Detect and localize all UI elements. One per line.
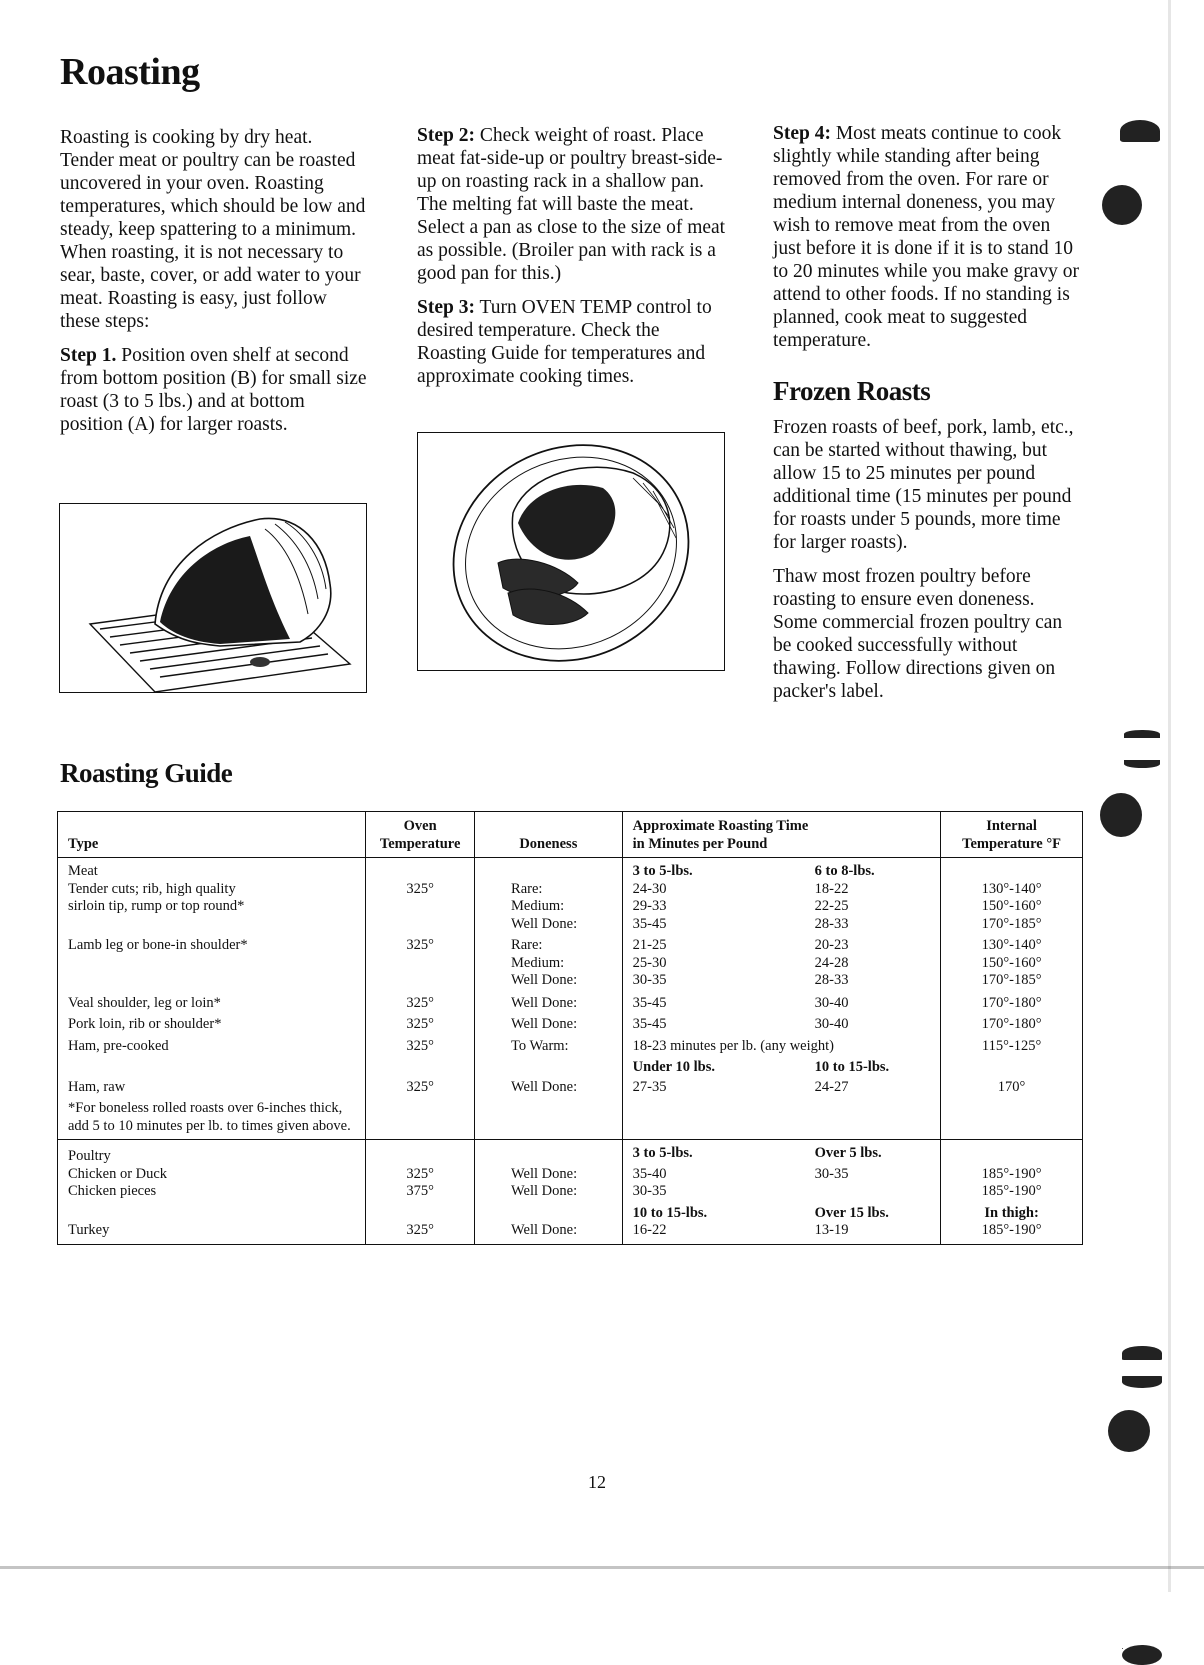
- frozen-roasts-section: [773, 416, 1083, 714]
- punch-hole-mark: [1102, 185, 1142, 225]
- temp-cell: 325°: [366, 1034, 475, 1077]
- step-3-text: Turn OVEN TEMP control to desired temperature. Check the Roasting Guide for temperatures and approximate cooking times.: [417, 297, 712, 387]
- frozen-paragraph-1: Frozen roasts of beef, pork, lamb, etc., can be started without thawing, but allow 15 to 25 minutes per pound additional time (15 minutes per pound for roasts under 5 pounds, more time for larger roasts).: [773, 417, 1074, 553]
- column-3: [773, 122, 1083, 363]
- punch-hole-mark: [1122, 1648, 1123, 1649]
- punch-hole-mark: [1124, 730, 1160, 738]
- time-cell: [622, 881, 941, 934]
- internal-value: 170°-185°: [981, 915, 1042, 932]
- step-4-label: Step 4:: [773, 123, 831, 144]
- weight-header: Over 5 lbs.: [814, 1145, 882, 1161]
- doneness-value: Well Done:: [511, 972, 578, 988]
- doneness-value: Well Done:: [511, 1183, 578, 1199]
- row-label-line: Tender cuts; rib, high quality: [68, 880, 236, 897]
- table-row: [58, 1222, 1083, 1244]
- internal-cell: 170°: [941, 1077, 1083, 1140]
- doneness-cell: [475, 933, 623, 990]
- col-header-oven: [366, 812, 475, 858]
- sliced-roast-illustration: [417, 432, 725, 671]
- time-value: 35-45: [632, 915, 667, 932]
- punch-hole-mark: [1122, 1645, 1162, 1665]
- column-2: [417, 124, 727, 399]
- table-row: [58, 1012, 1083, 1034]
- roasting-guide-table: [57, 811, 1083, 1245]
- doneness-value: Medium:: [511, 954, 565, 971]
- table-row: [58, 1140, 1083, 1166]
- punch-hole-mark: [1100, 793, 1142, 837]
- doneness-value: Well Done:: [511, 1165, 578, 1182]
- time-cell: [622, 1034, 941, 1077]
- internal-value: 170°-185°: [981, 972, 1042, 988]
- time-value: 30-40: [814, 994, 849, 1011]
- step-1: [60, 344, 370, 436]
- weight-header: Over 15 lbs.: [814, 1204, 889, 1221]
- weight-header: 3 to 5-lbs.: [632, 1145, 693, 1161]
- weight-header: Under 10 lbs.: [632, 1059, 715, 1075]
- internal-header-line-2: Temperature °F: [962, 835, 1061, 852]
- page-number: 12: [588, 1472, 606, 1492]
- row-label: Pork loin, rib or shoulder*: [58, 1012, 366, 1034]
- temp-cell: 325°: [366, 1012, 475, 1034]
- meat-weight-headers: [622, 858, 941, 881]
- punch-hole-mark: [1108, 1410, 1150, 1452]
- row-label: Ham, pre-cooked: [58, 1034, 366, 1077]
- doneness-cell: Well Done:: [475, 1222, 623, 1244]
- temp-value: 325°: [406, 1165, 434, 1182]
- internal-value: 185°-190°: [981, 1165, 1042, 1182]
- internal-value: 150°-160°: [981, 898, 1042, 914]
- time-value: 27-35: [632, 1078, 667, 1095]
- time-header-line-2: in Minutes per Pound: [632, 835, 768, 852]
- table-row: [58, 1077, 1083, 1140]
- doneness-cell: [475, 1166, 623, 1223]
- doneness-cell: Well Done:: [475, 1012, 623, 1034]
- doneness-value: Medium:: [511, 898, 565, 914]
- time-cell: [622, 1077, 941, 1140]
- intro-paragraph: Roasting is cooking by dry heat. Tender meat or poultry can be roasted uncovered in your oven. Roasting temperatures, which should be low and steady, keep spattering to a minimum. When roasting, it is not necessary to sear, baste, cover, or add water to your meat. Roasting is easy, just follow these steps:: [60, 127, 366, 332]
- time-cell: [622, 1222, 941, 1244]
- row-label: Lamb leg or bone-in shoulder*: [58, 933, 366, 990]
- time-value: 24-30: [632, 880, 667, 897]
- time-cell: [622, 933, 941, 990]
- internal-cell: [941, 1166, 1083, 1223]
- table-row: [58, 881, 1083, 934]
- col-header-doneness: Doneness: [475, 812, 623, 858]
- oven-header-line-2: Temperature: [379, 835, 461, 852]
- time-value: 28-33: [814, 972, 849, 988]
- punch-hole-mark: [1122, 1346, 1162, 1360]
- row-label-line: Chicken or Duck: [68, 1165, 168, 1182]
- punch-hole-mark: [1120, 120, 1160, 142]
- punch-hole-mark: [1122, 1376, 1162, 1388]
- step-1-text: Position oven shelf at second from bottom position (B) for small size roast (3 to 5 lbs.) and at bottom position (A) for larger roasts.: [60, 345, 367, 435]
- table-row: [58, 858, 1083, 881]
- internal-cell: 170°-180°: [941, 990, 1083, 1013]
- doneness-value: Well Done:: [511, 915, 578, 932]
- temp-value: 375°: [406, 1183, 434, 1199]
- poultry-weight-headers: [622, 1140, 941, 1166]
- step-3: [417, 296, 727, 388]
- step-4: [773, 122, 1083, 352]
- punch-hole-mark: [1124, 760, 1160, 768]
- time-value: 25-30: [632, 954, 667, 971]
- poultry-section-label: Poultry: [58, 1140, 366, 1166]
- table-row: [58, 1166, 1083, 1223]
- roast-on-rack-drawing: [60, 504, 366, 692]
- temp-cell: 325°: [366, 990, 475, 1013]
- doneness-cell: Well Done:: [475, 990, 623, 1013]
- meat-section-label: Meat: [58, 858, 366, 881]
- scan-edge-line: [0, 1566, 1204, 1569]
- time-value: 22-25: [814, 898, 849, 914]
- time-value: 30-35: [814, 1165, 849, 1182]
- time-value: 29-33: [632, 898, 667, 914]
- column-1: [60, 126, 370, 447]
- internal-value: 130°-140°: [981, 937, 1042, 953]
- step-4-text: Most meats continue to cook slightly while standing after being removed from the oven. For rare or medium internal doneness, you may wish to remove meat from the oven just before it is done if it is to stand 10 to 20 minutes while you make gravy or attend to other foods. If no standing is planned, cook meat to suggested temperature.: [773, 123, 1079, 351]
- weight-header: 10 to 15-lbs.: [814, 1059, 890, 1075]
- doneness-cell: Well Done:: [475, 1077, 623, 1140]
- internal-cell: 115°-125°: [941, 1034, 1083, 1077]
- temp-cell: 325°: [366, 881, 475, 934]
- time-value: 21-25: [632, 937, 667, 953]
- internal-header-line-1: Internal: [986, 818, 1037, 834]
- internal-value: 185°-190°: [981, 1183, 1042, 1199]
- time-cell: [622, 1166, 941, 1223]
- weight-header: 3 to 5-lbs.: [632, 863, 693, 879]
- row-label: [58, 1166, 366, 1223]
- time-value: 24-27: [814, 1078, 849, 1095]
- step-2-text: Check weight of roast. Place meat fat-side-up or poultry breast-side-up on roasting rack in a shallow pan. The melting fat will baste the meat. Select a pan as close to the size of meat as possible. (Broiler pan with rack is a good pan for this.): [417, 125, 726, 284]
- time-value: 18-22: [814, 880, 849, 897]
- internal-cell: 185°-190°: [941, 1222, 1083, 1244]
- time-value: 30-35: [632, 972, 667, 988]
- frozen-roasts-heading: Frozen Roasts: [773, 376, 931, 406]
- time-value: 35-45: [632, 1016, 667, 1032]
- col-header-internal: [941, 812, 1083, 858]
- internal-label: In thigh:: [984, 1204, 1039, 1221]
- time-cell: [622, 990, 941, 1013]
- doneness-value: Rare:: [511, 880, 543, 897]
- col-header-type: Type: [58, 812, 366, 858]
- step-2: [417, 124, 727, 285]
- row-label-line: Chicken pieces: [68, 1183, 157, 1199]
- internal-value: 150°-160°: [981, 954, 1042, 971]
- table-row: [58, 990, 1083, 1013]
- time-value: 13-19: [814, 1222, 849, 1238]
- time-value: 20-23: [814, 937, 849, 953]
- temp-cell: 325°: [366, 933, 475, 990]
- time-value: 35-40: [632, 1165, 667, 1182]
- row-label: Turkey: [58, 1222, 366, 1244]
- time-value: 30-35: [632, 1183, 667, 1199]
- row-label-line: Ham, raw: [68, 1078, 126, 1095]
- doneness-cell: To Warm:: [475, 1034, 623, 1077]
- temp-cell: 325°: [366, 1077, 475, 1140]
- row-label-line: sirloin tip, rump or top round*: [68, 898, 245, 914]
- roast-on-rack-illustration: [59, 503, 367, 693]
- page-title: Roasting: [60, 51, 200, 93]
- internal-value: 130°-140°: [981, 880, 1042, 897]
- time-header-line-1: Approximate Roasting Time: [632, 818, 809, 834]
- time-value: 24-28: [814, 954, 849, 971]
- roasting-guide-heading: Roasting Guide: [60, 758, 233, 788]
- oven-header-line-1: Oven: [403, 818, 437, 834]
- time-value: 28-33: [814, 915, 849, 932]
- time-value: 18-23 minutes per lb. (any weight): [632, 1037, 834, 1054]
- scan-edge-line: [1168, 0, 1171, 1592]
- row-label: Veal shoulder, leg or loin*: [58, 990, 366, 1013]
- time-value: 16-22: [632, 1222, 667, 1238]
- internal-cell: 170°-180°: [941, 1012, 1083, 1034]
- weight-header: 6 to 8-lbs.: [814, 863, 875, 879]
- time-value: 35-45: [632, 994, 667, 1011]
- frozen-paragraph-2: Thaw most frozen poultry before roasting to ensure even doneness. Some commercial frozen poultry can be cooked successfully without thawing. Follow directions given on packer's label.: [773, 566, 1063, 702]
- table-row: [58, 933, 1083, 990]
- col-header-time: [622, 812, 941, 858]
- temp-cell: [366, 1166, 475, 1223]
- row-label: [58, 1077, 366, 1140]
- table-row: [58, 1034, 1083, 1077]
- time-cell: [622, 1012, 941, 1034]
- temp-cell: 325°: [366, 1222, 475, 1244]
- step-2-label: Step 2:: [417, 125, 475, 146]
- table-header-row: [58, 812, 1083, 858]
- doneness-value: Rare:: [511, 937, 543, 953]
- doneness-cell: [475, 881, 623, 934]
- step-3-label: Step 3:: [417, 297, 475, 318]
- step-1-label: Step 1.: [60, 345, 117, 366]
- weight-header: 10 to 15-lbs.: [632, 1204, 708, 1221]
- time-value: 30-40: [814, 1016, 849, 1032]
- sliced-roast-drawing: [418, 433, 724, 670]
- row-label: [58, 881, 366, 934]
- internal-cell: [941, 933, 1083, 990]
- footnote: *For boneless rolled roasts over 6-inches thick, add 5 to 10 minutes per lb. to times given above.: [68, 1100, 351, 1134]
- internal-cell: [941, 881, 1083, 934]
